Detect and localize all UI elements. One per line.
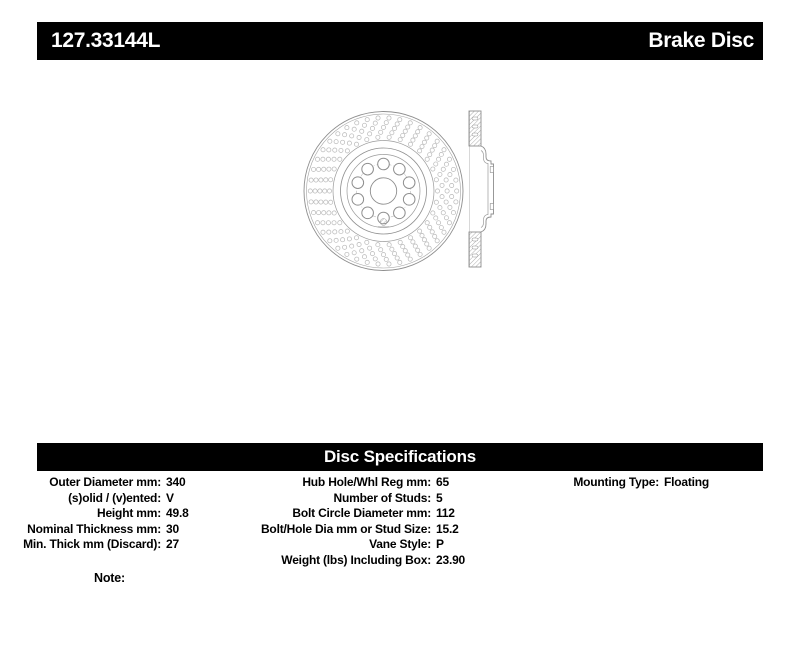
part-number: 127.33144L — [51, 29, 161, 52]
spec-value: 27 — [166, 537, 179, 552]
friction-ring-section-bottom — [469, 232, 481, 267]
spec-section-header — [37, 443, 763, 471]
spec-value: 112 — [436, 506, 455, 521]
spec-label: Min. Thick mm (Discard): — [23, 537, 161, 552]
spec-row-min-thick — [23, 537, 271, 553]
spec-row-nominal-thickness — [27, 521, 271, 538]
brake-disc-cross-section — [469, 111, 494, 267]
spec-value: V — [166, 490, 174, 505]
spec-value: 340 — [166, 475, 186, 489]
mounting-hole-section-marks — [490, 167, 493, 210]
spec-label: Height mm: — [96, 506, 161, 521]
technical-drawing — [290, 100, 510, 290]
spec-row-hub-hole — [302, 475, 541, 491]
spec-value: Floating — [664, 475, 710, 489]
spec-row-bolt-circle-diameter — [292, 506, 541, 522]
header-bar — [37, 22, 763, 60]
spec-column-left — [23, 475, 271, 553]
brake-disc-front-view — [304, 112, 463, 271]
spec-label: Number of Studs: — [333, 490, 431, 505]
spec-row-height — [96, 506, 271, 522]
balance-mark — [380, 219, 387, 226]
stud-holes — [352, 158, 415, 224]
spec-row-weight — [281, 552, 541, 569]
hub-center-hole — [370, 178, 396, 204]
spec-section-title: Disc Specifications — [323, 447, 477, 466]
spec-value: 5 — [436, 490, 443, 505]
spec-label: Bolt Circle Diameter mm: — [292, 506, 431, 521]
spec-column-middle — [260, 475, 541, 569]
spec-value: 23.90 — [436, 552, 466, 567]
spec-row-number-of-studs — [333, 490, 541, 507]
spec-row-vane-style — [369, 537, 541, 553]
hat-profile-inner — [481, 151, 488, 228]
spec-label: Mounting Type: — [573, 475, 659, 489]
friction-ring-section-top — [469, 111, 481, 146]
note-label: Note: — [94, 571, 125, 585]
spec-value: 30 — [166, 521, 179, 536]
product-type-title: Brake Disc — [648, 29, 754, 52]
spec-row-solid-vented — [68, 490, 271, 507]
spec-value: 15.2 — [436, 521, 459, 536]
spec-label: Vane Style: — [369, 537, 431, 552]
spec-column-right — [573, 475, 769, 491]
spec-row-outer-diameter — [49, 475, 271, 491]
spec-label: Hub Hole/Whl Reg mm: — [302, 475, 431, 489]
spec-label: Weight (lbs) Including Box: — [281, 552, 431, 567]
spec-row-mounting-type — [573, 475, 769, 491]
spec-row-bolt-hole-dia — [260, 521, 541, 538]
spec-value: P — [436, 537, 444, 552]
spec-value: 49.8 — [166, 506, 189, 521]
spec-value: 65 — [436, 475, 449, 489]
spec-label: Bolt/Hole Dia mm or Stud Size: — [260, 521, 431, 536]
cross-drilled-holes-pattern — [308, 116, 459, 266]
spec-label: (s)olid / (v)ented: — [68, 490, 161, 505]
spec-label: Nominal Thickness mm: — [27, 521, 161, 536]
spec-label: Outer Diameter mm: — [49, 475, 161, 489]
hat-profile-outer — [481, 146, 494, 232]
